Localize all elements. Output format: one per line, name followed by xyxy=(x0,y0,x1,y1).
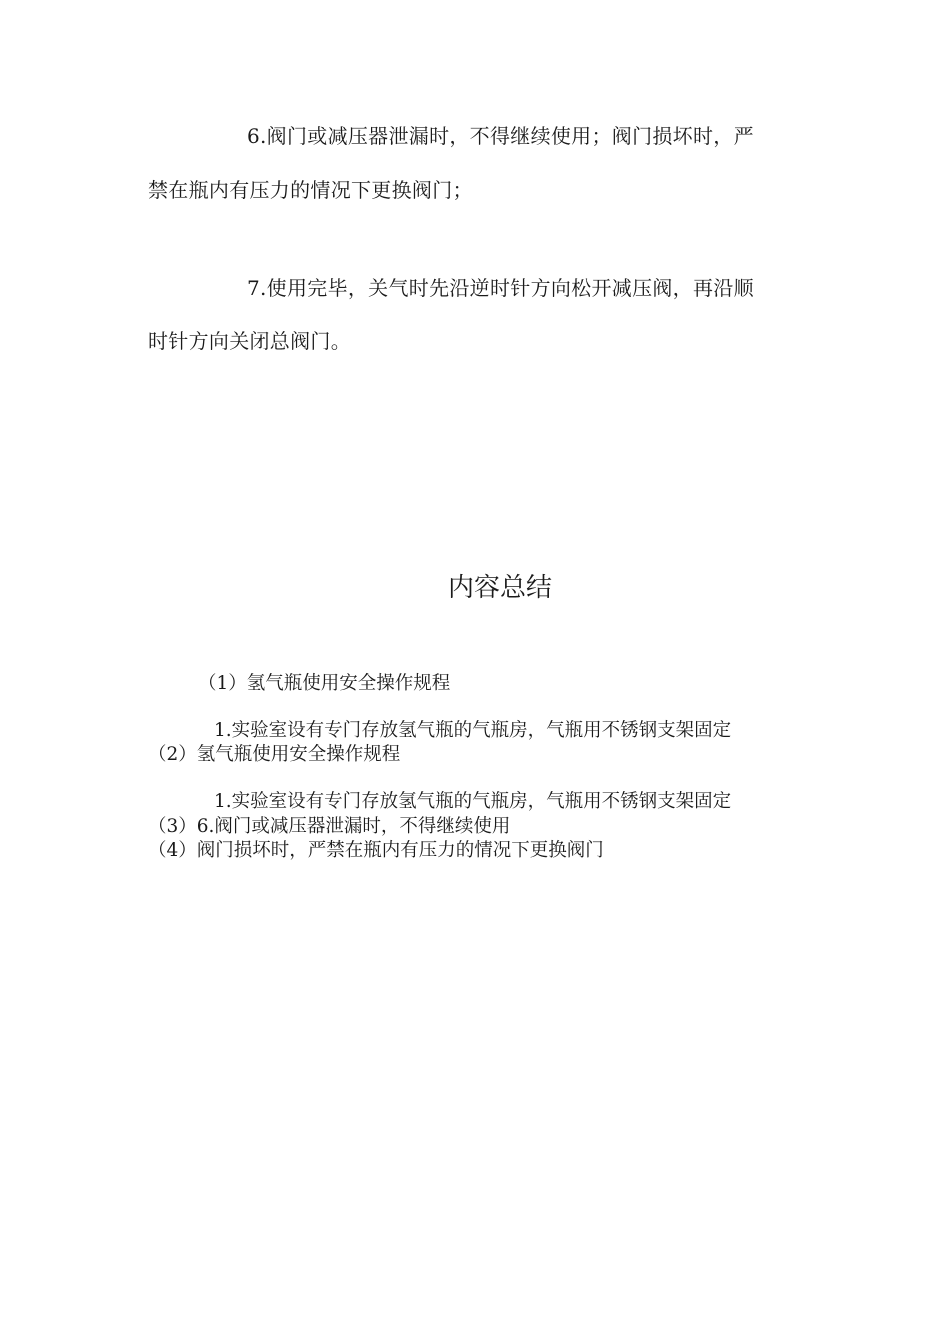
summary-title: 内容总结 xyxy=(448,573,553,603)
summary-item-2: （2）氢气瓶使用安全操作规程 xyxy=(148,744,401,765)
paragraph-7-line-2: 时针方向关闭总阀门。 xyxy=(148,329,351,353)
summary-item-1: （1）氢气瓶使用安全操作规程 xyxy=(198,673,451,694)
summary-item-4: （4）阀门损坏时，严禁在瓶内有压力的情况下更换阀门 xyxy=(148,840,604,861)
summary-item-2-detail: 1.实验室设有专门存放氢气瓶的气瓶房，气瓶用不锈钢支架固定 xyxy=(214,791,732,812)
paragraph-6-line-2: 禁在瓶内有压力的情况下更换阀门； xyxy=(148,178,473,202)
paragraph-6-line-1: 6.阀门或减压器泄漏时，不得继续使用；阀门损坏时，严 xyxy=(247,124,754,148)
paragraph-7-line-1: 7.使用完毕，关气时先沿逆时针方向松开减压阀，再沿顺 xyxy=(247,276,754,300)
summary-item-1-detail: 1.实验室设有专门存放氢气瓶的气瓶房，气瓶用不锈钢支架固定 xyxy=(214,720,732,741)
summary-item-3: （3）6.阀门或减压器泄漏时，不得继续使用 xyxy=(148,816,511,837)
